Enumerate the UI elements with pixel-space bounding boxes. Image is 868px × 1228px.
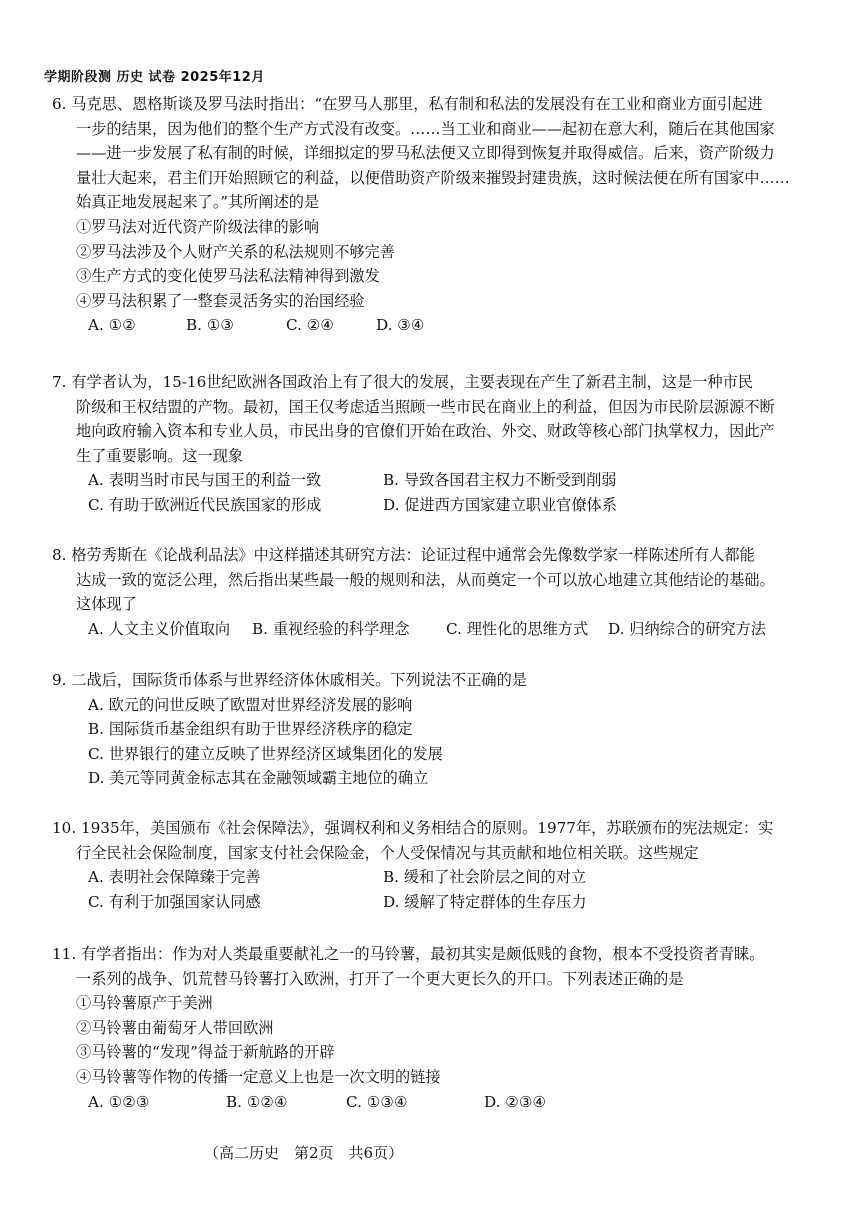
answer-options — [52, 313, 824, 338]
option-d: D. 缓解了特定群体的生存压力 — [383, 892, 587, 911]
option-a: A. 表明当时市民与国王的利益一致 — [88, 471, 322, 490]
question-stem-line: 行全民社会保险制度，国家支付社会保险金，个人受保情况与其贡献和地位相关联。这些规定 — [76, 843, 699, 862]
answer-options — [52, 468, 824, 517]
question-6 — [52, 92, 824, 338]
option-a: A. 表明社会保障臻于完善 — [88, 868, 261, 887]
question-11 — [52, 942, 824, 1114]
question-stem-line: 一系列的战争、饥荒替马铃薯打入欧洲，打开了一个更大更长久的开口。下列表述正确的是 — [76, 969, 684, 988]
question-stem-line: 6. 马克思、恩格斯谈及罗马法时指出：“在罗马人那里，私有制和私法的发展没有在工业和商业方面引起进 — [52, 95, 763, 113]
page-footer: （高二历史 第2页 共6页） — [204, 1144, 404, 1162]
option-d: D. ③④ — [376, 316, 425, 335]
option-b: B. 导致各国君主权力不断受到削弱 — [383, 471, 617, 490]
statement: ③生产方式的变化使罗马法私法精神得到激发 — [76, 267, 380, 286]
option-c: C. 理性化的思维方式 — [446, 619, 589, 638]
question-stem-line: 7. 有学者认为，15-16世纪欧洲各国政治上有了很大的发展，主要表现在产生了新君主制，这是一种市民 — [52, 373, 753, 391]
question-stem-line: ——进一步发展了私有制的时候，详细拟定的罗马私法便又立即得到恢复并取得威信。后来，资产阶级力 — [76, 144, 775, 163]
option-c: C. 世界银行的建立反映了世界经济区域集团化的发展 — [88, 744, 443, 763]
statement: ③马铃薯的“发现”得益于新航路的开辟 — [76, 1043, 335, 1062]
question-8 — [52, 543, 824, 641]
question-10 — [52, 816, 824, 914]
answer-options — [52, 693, 824, 791]
question-stem-line: 11. 有学者指出：作为对人类最重要献礼之一的马铃薯，最初其实是颇低贱的食物，根本不受投资者青睐。 — [52, 945, 765, 963]
question-stem-line: 10. 1935年，美国颁布《社会保障法》，强调权利和义务相结合的原则。1977年，苏联颁布的宪法规定：实 — [52, 819, 774, 837]
question-stem-line: 一步的结果，因为他们的整个生产方式没有改变。……当工业和商业——起初在意大利，随后在其他国家 — [76, 119, 775, 138]
statement: ④马铃薯等作物的传播一定意义上也是一次文明的链接 — [76, 1067, 441, 1086]
answer-options — [52, 617, 824, 642]
option-c: C. 有利于加强国家认同感 — [88, 892, 261, 911]
option-a: A. 人文主义价值取向 — [88, 619, 231, 638]
option-d: D. ②③④ — [484, 1092, 547, 1111]
statement: ④罗马法积累了一整套灵活务实的治国经验 — [76, 291, 365, 310]
question-stem-line: 阶级和王权结盟的产物。最初，国王仅考虑适当照顾一些市民在商业上的利益，但因为市民阶层源源不断 — [76, 397, 775, 416]
exam-header: 学期阶段测 历史 试卷 2025年12月 — [44, 70, 265, 85]
option-d: D. 促进西方国家建立职业官僚体系 — [383, 495, 617, 514]
question-stem-line: 生了重要影响。这一现象 — [76, 446, 244, 465]
option-b: B. 缓和了社会阶层之间的对立 — [383, 868, 587, 887]
question-7 — [52, 370, 824, 518]
option-c: C. 有助于欧洲近代民族国家的形成 — [88, 495, 322, 514]
answer-options — [52, 1090, 824, 1115]
question-stem-line: 达成一致的宽泛公理，然后指出某些最一般的规则和法，从而奠定一个可以放心地建立其他结论的基础。 — [76, 570, 775, 589]
option-a: A. ①② — [88, 316, 136, 335]
option-d: D. 归纳综合的研究方法 — [608, 619, 766, 638]
question-9 — [52, 668, 824, 791]
answer-options — [52, 865, 824, 914]
statement: ②罗马法涉及个人财产关系的私法规则不够完善 — [76, 242, 395, 261]
question-stem-line: 这体现了 — [76, 595, 137, 614]
statement: ①罗马法对近代资产阶级法律的影响 — [76, 217, 319, 236]
option-c: C. ②④ — [286, 316, 334, 335]
question-stem-line: 9. 二战后，国际货币体系与世界经济体休戚相关。下列说法不正确的是 — [52, 671, 527, 689]
option-b: B. 国际货币基金组织有助于世界经济秩序的稳定 — [88, 720, 413, 739]
option-a: A. 欧元的问世反映了欧盟对世界经济发展的影响 — [88, 695, 413, 714]
option-b: B. 重视经验的科学理念 — [252, 619, 410, 638]
question-stem-line: 量壮大起来，君主们开始照顾它的利益，以便借助资产阶级来摧毁封建贵族，这时候法便在所有国家中…… — [76, 168, 790, 187]
option-d: D. 美元等同黄金标志其在金融领域霸主地位的确立 — [88, 769, 429, 788]
option-b: B. ①②④ — [226, 1092, 288, 1111]
question-stem-line: 地向政府输入资本和专业人员，市民出身的官僚们开始在政治、外交、财政等核心部门执掌权力，因此产 — [76, 422, 775, 441]
option-b: B. ①③ — [186, 316, 235, 335]
question-stem-line: 8. 格劳秀斯在《论战利品法》中这样描述其研究方法：论证过程中通常会先像数学家一样陈述所有人都能 — [52, 546, 755, 564]
statement: ②马铃薯由葡萄牙人带回欧洲 — [76, 1018, 274, 1037]
question-stem-line: 始真正地发展起来了。”其所阐述的是 — [76, 193, 320, 212]
statement: ①马铃薯原产于美洲 — [76, 994, 213, 1013]
option-c: C. ①③④ — [346, 1092, 408, 1111]
option-a: A. ①②③ — [88, 1092, 150, 1111]
